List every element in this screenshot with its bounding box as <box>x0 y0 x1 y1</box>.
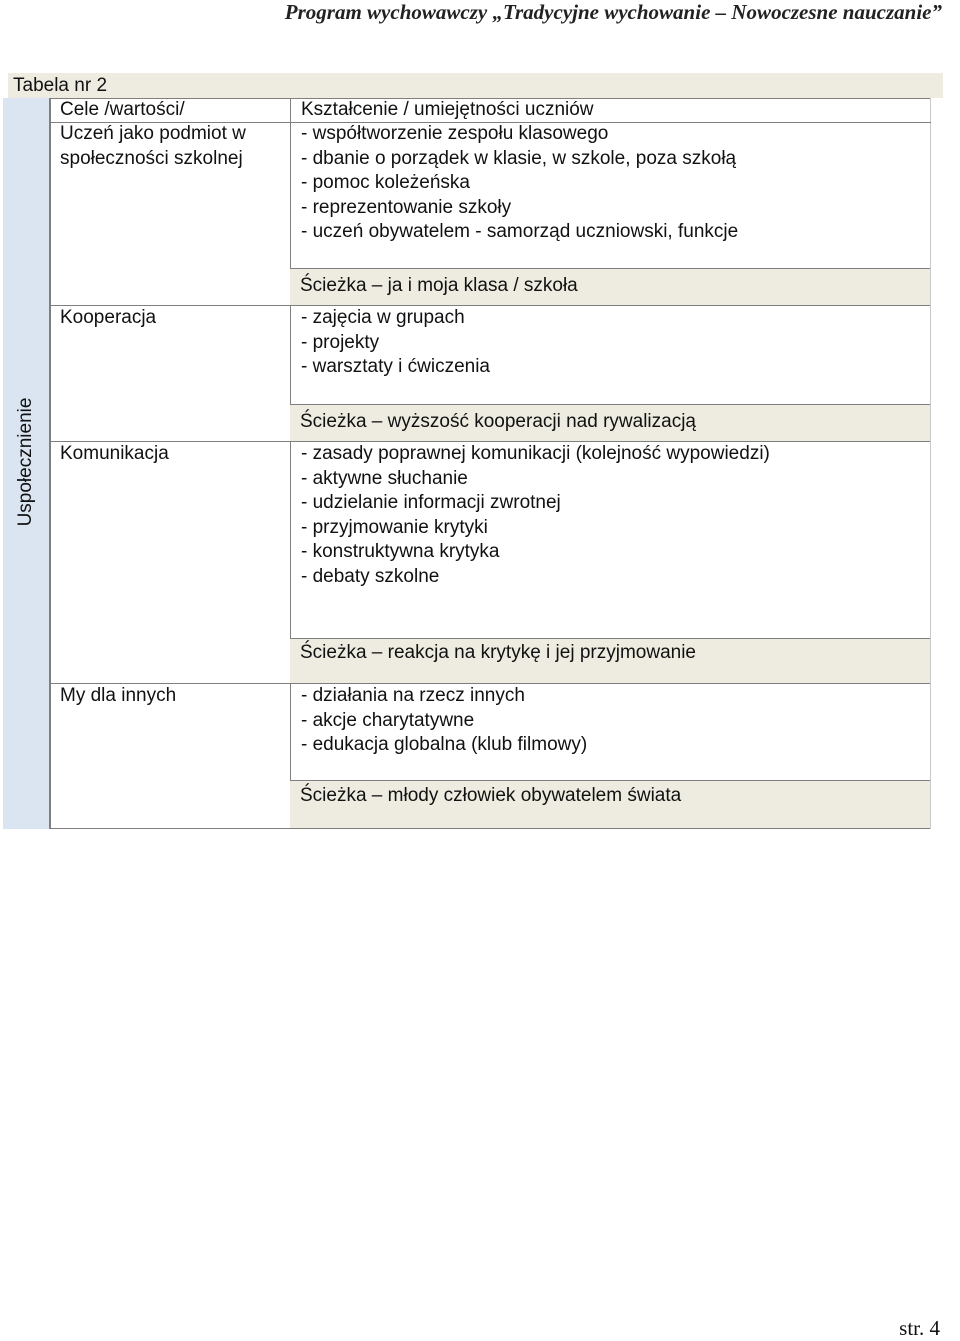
skill-item: - aktywne słuchanie <box>301 467 468 489</box>
skills-list <box>301 306 490 380</box>
path-row: Ścieżka – reakcja na krytykę i jej przyjmowanie <box>290 638 930 684</box>
goals-column-header: Cele /wartości/ <box>60 99 185 120</box>
goal-line: Kooperacja <box>60 307 157 328</box>
skill-item: - konstruktywna krytyka <box>301 541 500 562</box>
goal-cell <box>60 684 176 709</box>
column-divider <box>290 98 291 829</box>
column-divider <box>50 98 51 829</box>
goal-cell <box>60 442 169 467</box>
skills-column-header: Kształcenie / umiejętności uczniów <box>301 99 594 120</box>
goal-cell <box>60 306 156 331</box>
path-row: Ścieżka – młody człowiek obywatelem świata <box>290 780 930 829</box>
skill-item: - współtworzenie zespołu klasowego <box>301 123 609 144</box>
goal-line: Uczeń jako podmiot w <box>60 123 246 144</box>
skill-item: - działania na rzecz innych <box>301 685 525 706</box>
goal-line: Komunikacja <box>60 443 169 464</box>
skill-item: - przyjmowanie krytyki <box>301 516 488 538</box>
skill-item: - debaty szkolne <box>301 565 440 587</box>
goal-line: My dla innych <box>60 685 177 706</box>
skill-item: - zasady poprawnej komunikacji (kolejność wypowiedzi) <box>301 443 770 464</box>
skill-item: - edukacja globalna (klub filmowy) <box>301 734 588 755</box>
skills-list <box>301 442 770 589</box>
skill-item: - warsztaty i ćwiczenia <box>301 356 490 377</box>
skills-list <box>301 122 738 245</box>
table-caption: Tabela nr 2 <box>8 73 943 98</box>
goal-line: społeczności szkolnej <box>60 147 243 169</box>
path-row: Ścieżka – wyższość kooperacji nad rywalizacją <box>290 404 930 442</box>
skill-item: - akcje charytatywne <box>301 709 475 731</box>
skill-item: - uczeń obywatelem - samorząd uczniowski, funkcje <box>301 221 739 242</box>
path-row: Ścieżka – ja i moja klasa / szkoła <box>290 268 930 306</box>
skill-item: - reprezentowanie szkoły <box>301 196 512 218</box>
side-category-label: Uspołecznienie <box>15 397 36 527</box>
skill-item: - dbanie o porządek w klasie, w szkole, poza szkołą <box>301 147 737 169</box>
skills-list <box>301 684 587 758</box>
skill-item: - pomoc koleżeńska <box>301 172 470 193</box>
goal-cell <box>60 122 246 171</box>
skill-item: - projekty <box>301 331 380 353</box>
skill-item: - udzielanie informacji zwrotnej <box>301 492 561 513</box>
skill-item: - zajęcia w grupach <box>301 307 465 328</box>
page-number: str. 4 <box>899 1316 940 1340</box>
table-right-edge <box>930 98 931 829</box>
document-header-title: Program wychowawczy „Tradycyjne wychowanie – Nowoczesne nauczanie” <box>284 0 942 24</box>
